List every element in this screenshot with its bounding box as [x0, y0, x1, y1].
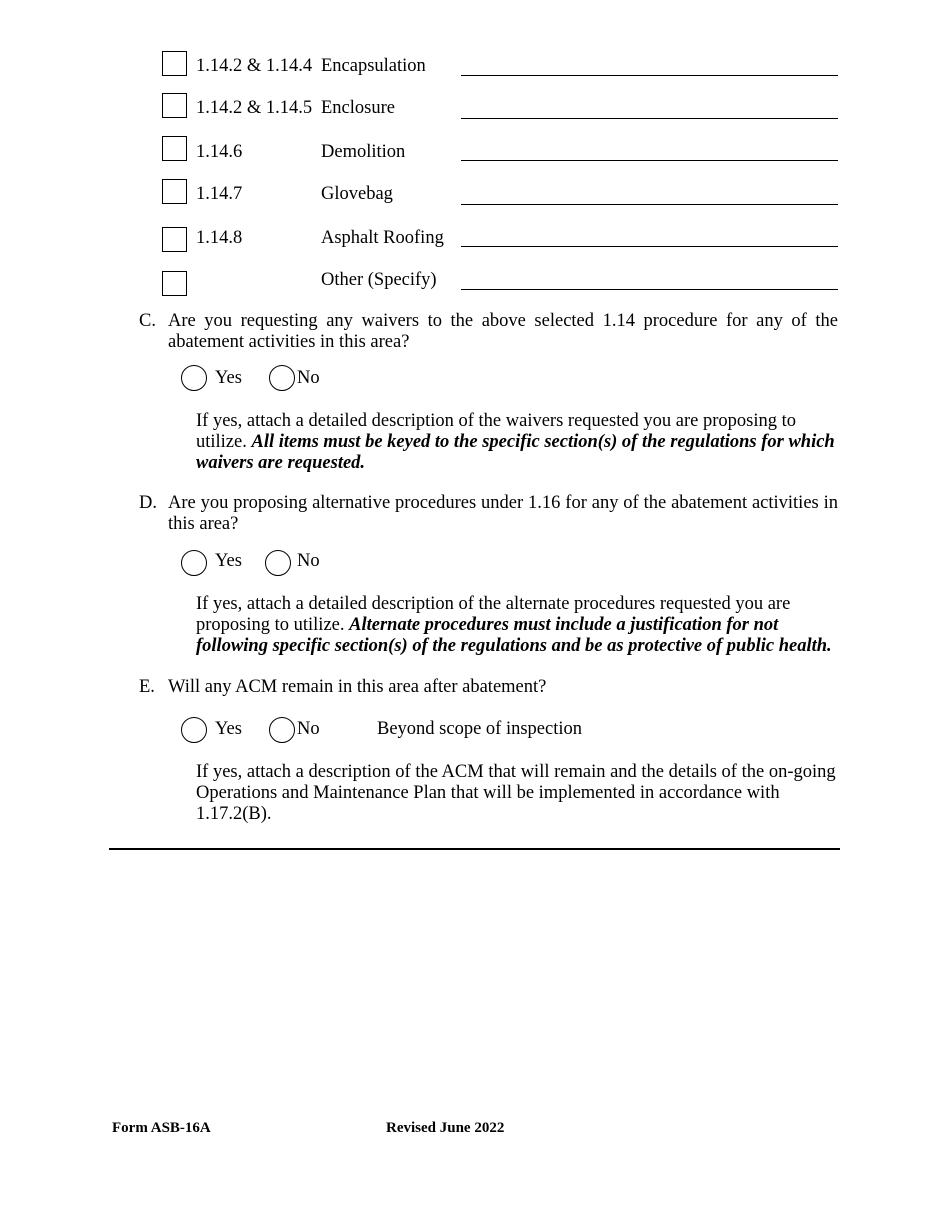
- checkbox-demolition[interactable]: [162, 136, 187, 161]
- procedure-entry-line[interactable]: [461, 246, 838, 247]
- form-number: Form ASB-16A: [112, 1120, 211, 1136]
- question-letter: C.: [139, 311, 156, 331]
- question-letter: E.: [139, 677, 155, 697]
- checkbox-encapsulation[interactable]: [162, 51, 187, 76]
- note-emphasis: All items must be keyed to the specific section(s) of the regulations for which waivers are requested.: [196, 432, 835, 473]
- procedure-label: Encapsulation: [321, 56, 426, 76]
- radio-no[interactable]: [269, 365, 295, 391]
- radio-no[interactable]: [269, 717, 295, 743]
- checkbox-glovebag[interactable]: [162, 179, 187, 204]
- question-note: If yes, attach a description of the ACM that will remain and the details of the on-going Operations and Maintenance Plan that will be implemented in accordance with 1.17.2(B).: [196, 762, 836, 824]
- procedure-code: 1.14.7: [196, 184, 243, 204]
- procedure-label: Glovebag: [321, 184, 393, 204]
- radio-no[interactable]: [265, 550, 291, 576]
- radio-yes[interactable]: [181, 717, 207, 743]
- question-note: [196, 411, 846, 474]
- procedure-label: Enclosure: [321, 98, 395, 118]
- procedure-entry-line[interactable]: [461, 118, 838, 119]
- checkbox-enclosure[interactable]: [162, 93, 187, 118]
- procedure-code: 1.14.6: [196, 142, 243, 162]
- revision-date: Revised June 2022: [386, 1120, 505, 1136]
- note-plain: If yes, attach a detailed description of the alternate procedures requested you are proposing to utilize.: [196, 594, 791, 635]
- section-divider: [109, 848, 840, 850]
- radio-no-label: No: [297, 551, 320, 571]
- note-plain: If yes, attach a detailed description of the waivers requested you are proposing to utilize.: [196, 411, 797, 452]
- procedure-code: 1.14.8: [196, 228, 243, 248]
- radio-yes-label: Yes: [215, 719, 242, 739]
- question-text: Will any ACM remain in this area after abatement?: [168, 677, 547, 697]
- procedure-label: Demolition: [321, 142, 406, 162]
- radio-no-label: No: [297, 719, 320, 739]
- question-letter: D.: [139, 493, 157, 513]
- procedure-code: 1.14.2 & 1.14.5: [196, 98, 313, 118]
- checkbox-other[interactable]: [162, 271, 187, 296]
- radio-yes[interactable]: [181, 550, 207, 576]
- radio-no-label: No: [297, 368, 320, 388]
- procedure-label: Other (Specify): [321, 270, 437, 290]
- question-text: Are you proposing alternative procedures under 1.16 for any of the abatement activities in this area?: [168, 493, 838, 534]
- procedure-label: Asphalt Roofing: [321, 228, 444, 248]
- radio-yes-label: Yes: [215, 551, 242, 571]
- question-text: Are you requesting any waivers to the above selected 1.14 procedure for any of the abatement activities in this area?: [168, 311, 838, 352]
- radio-yes[interactable]: [181, 365, 207, 391]
- procedure-entry-line[interactable]: [461, 160, 838, 161]
- note-emphasis: Alternate procedures must include a justification for not following specific section(s) of the regulations and be as protective of public health.: [196, 615, 832, 656]
- radio-yes-label: Yes: [215, 368, 242, 388]
- checkbox-asphalt-roofing[interactable]: [162, 227, 187, 252]
- procedure-entry-line[interactable]: [461, 204, 838, 205]
- procedure-entry-line[interactable]: [461, 75, 838, 76]
- other-specify-line[interactable]: [461, 289, 838, 290]
- procedure-code: 1.14.2 & 1.14.4: [196, 56, 313, 76]
- beyond-scope-label: Beyond scope of inspection: [377, 719, 582, 739]
- question-note: [196, 594, 846, 657]
